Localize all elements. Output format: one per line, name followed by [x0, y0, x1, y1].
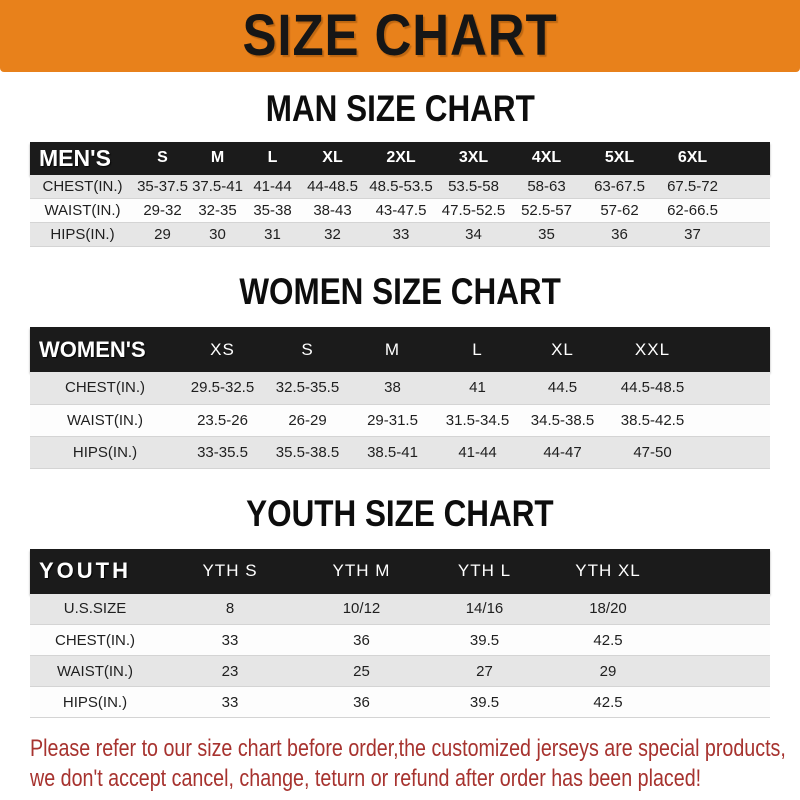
size-value-cell: 43-47.5 — [375, 202, 427, 220]
size-value-cell: 38-43 — [313, 202, 352, 220]
men-section-heading — [0, 90, 800, 129]
size-value-cell: 29-31.5 — [367, 411, 418, 429]
women-section-heading-text: WOMEN SIZE CHART — [239, 271, 561, 313]
size-value-cell: 42.5 — [593, 693, 623, 711]
measurement-row — [30, 404, 770, 436]
size-column-header: YTH S — [160, 549, 300, 594]
size-value-cell: 53.5-58 — [448, 178, 499, 196]
size-value-cell: 47-50 — [633, 443, 672, 461]
size-value-cell: 63-67.5 — [594, 178, 645, 196]
size-value-cell: 36 — [611, 226, 628, 244]
men-size-table — [30, 142, 770, 248]
youth-size-table — [30, 549, 770, 719]
spacer-cell — [670, 594, 770, 625]
size-column-header: YTH M — [300, 549, 423, 594]
spacer-cell — [670, 656, 770, 687]
size-value-cell: 8 — [225, 600, 235, 618]
size-value-cell: 67.5-72 — [667, 178, 718, 196]
youth-section-heading — [0, 492, 800, 534]
size-value-cell: 37 — [684, 226, 701, 244]
size-value-cell: 47.5-52.5 — [441, 202, 506, 220]
size-value-cell: 35-37.5 — [137, 178, 188, 196]
size-value-cell: 41 — [469, 379, 486, 397]
size-column-header: YTH XL — [546, 549, 670, 594]
size-column-header: 5XL — [583, 142, 656, 175]
size-column-header: L — [245, 142, 300, 175]
size-column-header: YTH L — [423, 549, 546, 594]
size-value-cell: 42.5 — [593, 631, 623, 649]
size-chart-banner — [0, 0, 800, 72]
youth-header-row — [30, 549, 770, 594]
size-value-cell: 52.5-57 — [521, 202, 572, 220]
spacer-cell — [729, 223, 770, 247]
spacer-cell — [700, 372, 770, 404]
size-column-header: M — [190, 142, 245, 175]
measurement-row — [30, 656, 770, 687]
size-value-cell: 18/20 — [589, 600, 627, 618]
spacer-cell — [700, 404, 770, 436]
size-value-cell: 23 — [221, 662, 239, 680]
size-value-cell: 36 — [353, 631, 370, 649]
size-value-cell: 33 — [221, 631, 239, 649]
size-value-cell: 39.5 — [469, 631, 500, 649]
size-value-cell: 44.5 — [547, 379, 578, 397]
row-label-cell: CHEST(IN.) — [42, 178, 123, 196]
row-label-cell: WAIST(IN.) — [66, 411, 144, 429]
size-value-cell: 58-63 — [527, 178, 566, 196]
size-value-cell: 30 — [209, 226, 226, 244]
size-column-header: 4XL — [510, 142, 583, 175]
size-value-cell: 62-66.5 — [667, 202, 718, 220]
size-column-header: XS — [180, 327, 265, 372]
size-value-cell: 35-38 — [253, 202, 292, 220]
measurement-row — [30, 625, 770, 656]
size-value-cell: 33 — [392, 226, 410, 244]
size-column-header: 2XL — [365, 142, 437, 175]
size-value-cell: 14/16 — [465, 600, 504, 618]
disclaimer-line-2: we don't accept cancel, change, teturn or refund after order has been placed! — [30, 765, 702, 793]
spacer-cell — [700, 436, 770, 468]
size-value-cell: 38 — [384, 379, 401, 397]
size-value-cell: 29-32 — [143, 202, 182, 220]
size-value-cell: 44-47 — [543, 443, 582, 461]
youth-table-body — [30, 594, 770, 718]
size-value-cell: 32.5-35.5 — [275, 379, 340, 397]
men-group-label: MEN'S — [30, 142, 135, 175]
size-value-cell: 27 — [476, 662, 493, 680]
size-column-header: L — [435, 327, 520, 372]
row-label-cell: HIPS(IN.) — [62, 693, 128, 711]
size-column-header: XL — [300, 142, 365, 175]
measurement-row — [30, 223, 770, 247]
size-column-header: XXL — [605, 327, 700, 372]
size-value-cell: 41-44 — [253, 178, 292, 196]
size-value-cell: 33 — [221, 693, 239, 711]
spacer-cell — [670, 625, 770, 656]
measurement-row — [30, 687, 770, 718]
size-value-cell: 57-62 — [600, 202, 639, 220]
women-section-heading — [0, 273, 800, 312]
youth-size-section — [0, 492, 800, 718]
size-value-cell: 34 — [465, 226, 482, 244]
size-column-header: XL — [520, 327, 605, 372]
size-value-cell: 29.5-32.5 — [190, 379, 255, 397]
women-group-label: WOMEN'S — [30, 327, 180, 372]
row-label-cell: U.S.SIZE — [63, 600, 127, 618]
size-value-cell: 29 — [599, 662, 617, 680]
size-column-header: M — [350, 327, 435, 372]
spacer-cell — [700, 327, 770, 372]
size-value-cell: 35.5-38.5 — [275, 443, 340, 461]
size-value-cell: 37.5-41 — [192, 178, 243, 196]
size-value-cell: 31 — [264, 226, 281, 244]
size-value-cell: 10/12 — [342, 600, 381, 618]
size-value-cell: 25 — [353, 662, 370, 680]
measurement-row — [30, 436, 770, 468]
size-value-cell: 26-29 — [288, 411, 327, 429]
size-value-cell: 33-35.5 — [197, 443, 248, 461]
spacer-cell — [670, 687, 770, 718]
youth-section-heading-text: YOUTH SIZE CHART — [246, 492, 554, 534]
women-header-row — [30, 327, 770, 372]
men-size-section — [0, 90, 800, 247]
row-label-cell: WAIST(IN.) — [56, 662, 134, 680]
size-value-cell: 32-35 — [198, 202, 237, 220]
size-value-cell: 31.5-34.5 — [445, 411, 510, 429]
measurement-row — [30, 594, 770, 625]
size-value-cell: 44.5-48.5 — [620, 379, 685, 397]
size-column-header: S — [265, 327, 350, 372]
banner-title: SIZE CHART — [242, 3, 558, 68]
row-label-cell: CHEST(IN.) — [65, 379, 145, 397]
size-value-cell: 41-44 — [458, 443, 497, 461]
men-table-body — [30, 175, 770, 247]
measurement-row — [30, 372, 770, 404]
disclaimer-line-1: Please refer to our size chart before order,the customized jerseys are special products, — [30, 735, 786, 763]
size-value-cell: 48.5-53.5 — [369, 178, 433, 196]
women-size-section — [0, 273, 800, 468]
measurement-row — [30, 199, 770, 223]
row-label-cell: HIPS(IN.) — [72, 443, 138, 461]
men-section-heading-text: MAN SIZE CHART — [265, 88, 535, 129]
row-label-cell: WAIST(IN.) — [44, 202, 121, 220]
spacer-cell — [729, 199, 770, 223]
size-value-cell: 39.5 — [469, 693, 500, 711]
size-value-cell: 38.5-42.5 — [620, 411, 685, 429]
row-label-cell: HIPS(IN.) — [50, 226, 115, 244]
size-value-cell: 23.5-26 — [197, 411, 248, 429]
size-value-cell: 35 — [538, 226, 555, 244]
disclaimer — [30, 734, 800, 794]
size-value-cell: 44-48.5 — [307, 178, 358, 196]
men-header-row — [30, 142, 770, 175]
size-value-cell: 32 — [324, 226, 341, 244]
size-value-cell: 29 — [154, 226, 171, 244]
youth-group-label: YOUTH — [30, 549, 160, 594]
size-column-header: 6XL — [656, 142, 729, 175]
spacer-cell — [729, 142, 770, 175]
women-table-body — [30, 372, 770, 468]
size-column-header: 3XL — [437, 142, 510, 175]
spacer-cell — [670, 549, 770, 594]
spacer-cell — [729, 175, 770, 199]
size-value-cell: 38.5-41 — [367, 443, 418, 461]
measurement-row — [30, 175, 770, 199]
size-column-header: S — [135, 142, 190, 175]
row-label-cell: CHEST(IN.) — [55, 631, 135, 649]
size-value-cell: 36 — [353, 693, 370, 711]
size-value-cell: 34.5-38.5 — [530, 411, 595, 429]
women-size-table — [30, 327, 770, 469]
